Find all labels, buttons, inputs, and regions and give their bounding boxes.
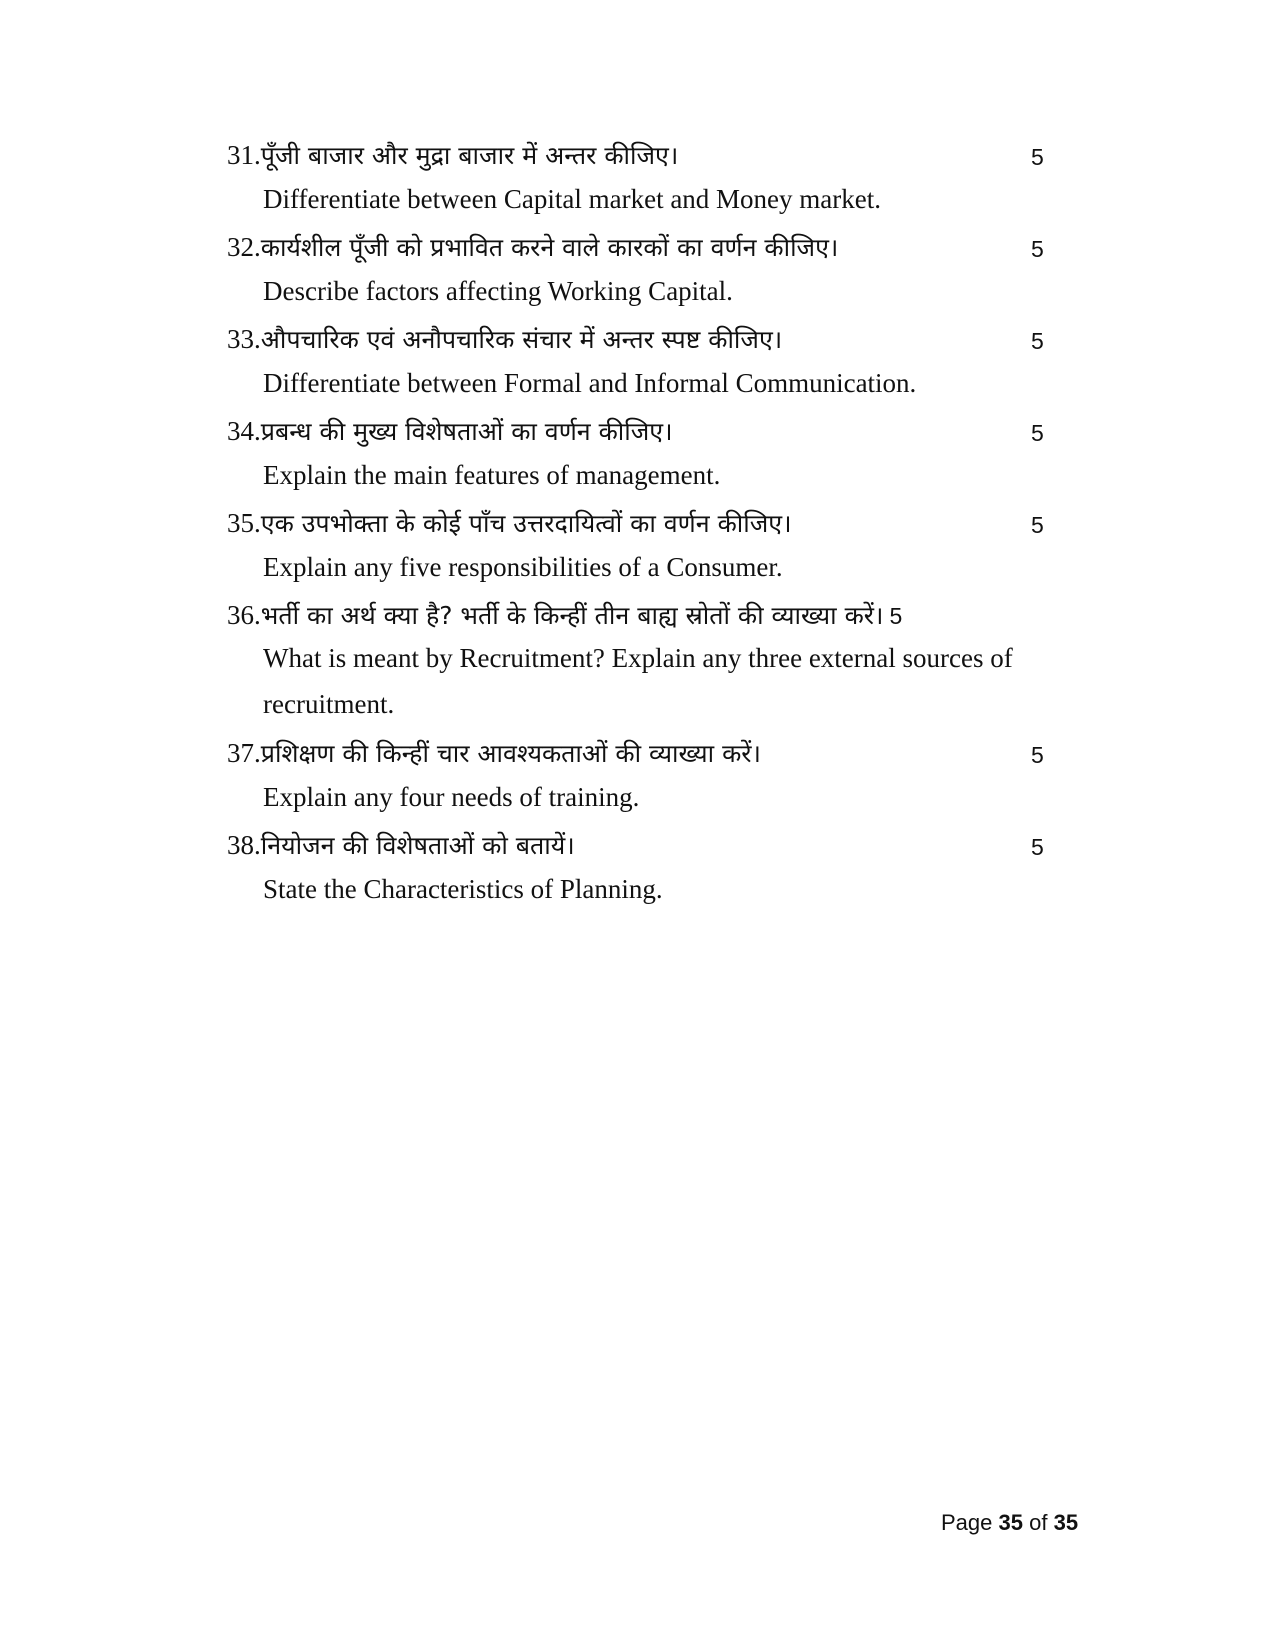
hindi-text: नियोजन की विशेषताओं को बतायें। (260, 831, 575, 860)
question-37 (227, 733, 1047, 821)
marks: 5 (1031, 144, 1044, 170)
total-pages: 35 (1053, 1510, 1079, 1535)
english-text: Differentiate between Formal and Informal Communication. (263, 368, 917, 398)
marks: 5 (1031, 834, 1044, 860)
hindi-text: औपचारिक एवं अनौपचारिक संचार में अन्तर स्पष्ट कीजिए। (260, 325, 783, 354)
hindi-text: प्रबन्ध की मुख्य विशेषताओं का वर्णन कीजिए। (260, 417, 673, 446)
page-number (941, 1510, 1078, 1536)
marks: 5 (1031, 512, 1044, 538)
question-hindi (227, 503, 1047, 543)
english-text: Explain any four needs of training. (263, 782, 640, 812)
question-31 (227, 135, 1047, 223)
marks: 5 (1031, 236, 1044, 262)
question-34 (227, 411, 1047, 499)
question-number: 34. (227, 416, 261, 446)
question-number: 32. (227, 232, 261, 262)
current-page: 35 (998, 1510, 1023, 1535)
question-hindi (227, 411, 1047, 451)
question-hindi (227, 595, 1047, 635)
question-number: 37. (227, 738, 261, 768)
hindi-text: भर्ती का अर्थ क्या है? भर्ती के किन्हीं तीन बाह्य स्रोतों की व्याख्या करें। (260, 601, 884, 630)
question-35 (227, 503, 1047, 591)
marks: 5 (1031, 328, 1044, 354)
question-number: 33. (227, 324, 261, 354)
marks: 5 (889, 603, 903, 629)
hindi-text: प्रशिक्षण की किन्हीं चार आवश्यकताओं की व्याख्या करें। (260, 739, 761, 768)
question-38 (227, 825, 1047, 913)
page-of: of (1029, 1510, 1048, 1535)
page-label: Page (941, 1510, 993, 1535)
question-number: 38. (227, 830, 261, 860)
english-text: Differentiate between Capital market and Money market. (263, 184, 882, 214)
marks: 5 (1031, 742, 1044, 768)
hindi-text: एक उपभोक्ता के कोई पाँच उत्तरदायित्वों का वर्णन कीजिए। (260, 509, 792, 538)
question-32 (227, 227, 1047, 315)
question-hindi (227, 135, 1047, 175)
english-text: Explain any five responsibilities of a Consumer. (263, 552, 783, 582)
english-text: Explain the main features of management. (263, 460, 721, 490)
english-text: Describe factors affecting Working Capital. (263, 276, 733, 306)
question-36 (227, 595, 1047, 727)
question-number: 31. (227, 140, 261, 170)
english-text: What is meant by Recruitment? Explain any three external sources of recruitment. (263, 643, 1013, 719)
question-hindi (227, 733, 1047, 773)
question-number: 35. (227, 508, 261, 538)
question-number: 36. (227, 600, 261, 630)
hindi-text: पूँजी बाजार और मुद्रा बाजार में अन्तर कीजिए। (260, 141, 679, 170)
english-text: State the Characteristics of Planning. (263, 874, 663, 904)
question-33 (227, 319, 1047, 407)
question-hindi (227, 227, 1047, 267)
question-hindi (227, 825, 1047, 865)
question-hindi (227, 319, 1047, 359)
marks: 5 (1031, 420, 1044, 446)
hindi-text: कार्यशील पूँजी को प्रभावित करने वाले कारकों का वर्णन कीजिए। (260, 233, 839, 262)
